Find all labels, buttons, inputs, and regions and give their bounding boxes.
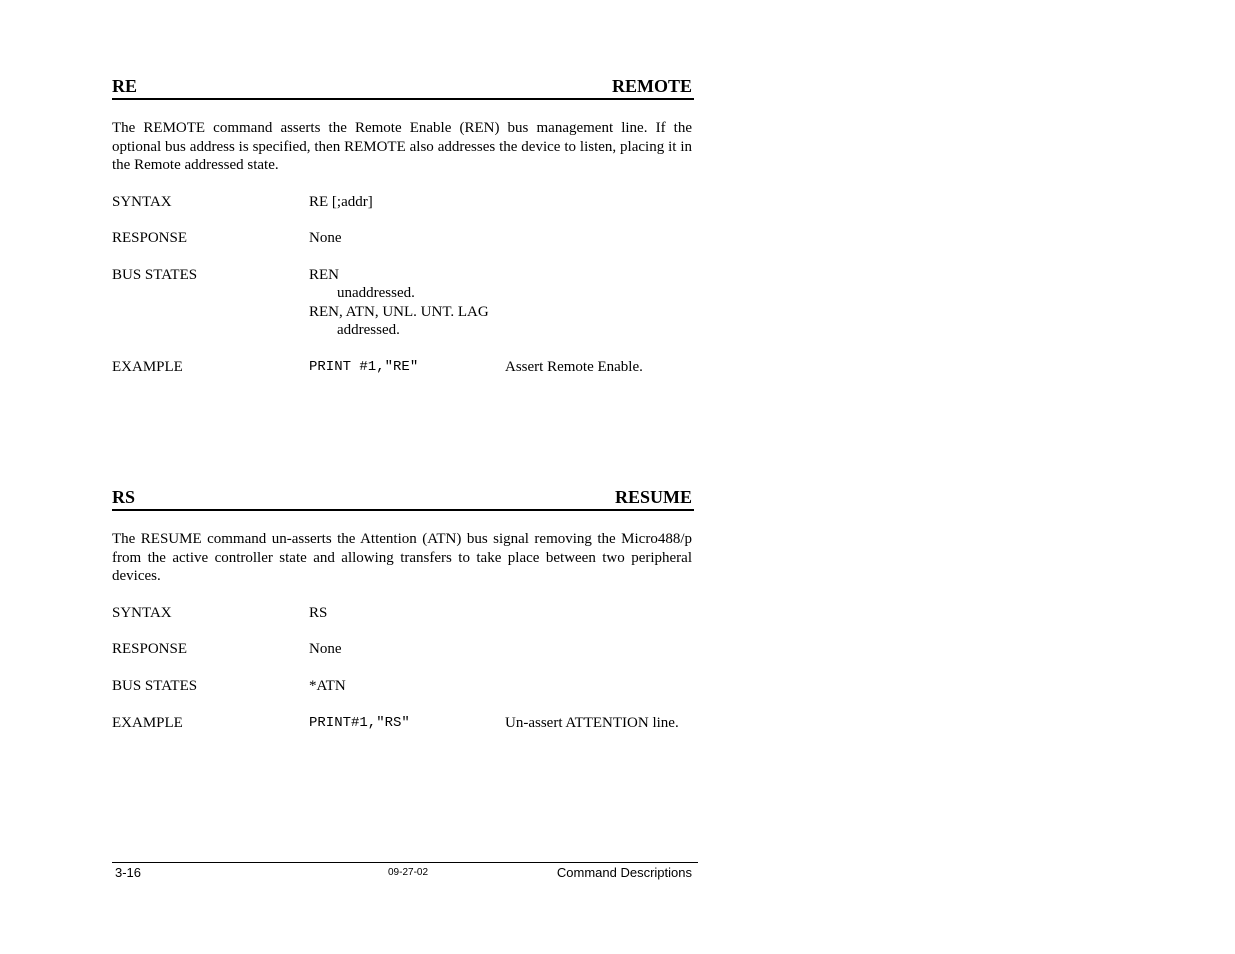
section-remote [112,76,694,378]
section-resume [112,487,694,734]
command-code: RS [112,487,136,507]
revision-date: 09-27-02 [388,867,429,878]
command-name: RESUME [614,487,692,507]
command-description: The REMOTE command asserts the Remote Enable (REN) bus management line. If the optional bus address is specified, then REMOTE also addresses the device to listen, placing it in the Remote addressed state. [112,120,692,173]
bus-states-value [309,266,489,340]
bus-states-row [112,677,694,714]
example-comment: Un-assert ATTENTION line. [505,714,679,731]
command-description: The RESUME command un-asserts the Attention (ATN) bus signal removing the Micro488/p from the active controller state and allowing transfers to take place between two peripheral devices. [112,531,692,584]
example-row [112,358,694,378]
bus-states-label: BUS STATES [112,266,198,283]
bus-state-line: addressed. [337,322,400,338]
page-footer [112,862,698,883]
example-row [112,714,694,734]
bus-state-line: REN [309,266,339,283]
section-header [112,76,694,100]
syntax-row [112,193,694,229]
syntax-value: RE [;addr] [309,193,373,210]
section-header [112,487,694,511]
bus-states-value [309,677,346,696]
example-label: EXAMPLE [112,714,183,731]
bus-state-line: REN, ATN, UNL. UNT. LAG [309,303,489,320]
command-code: RE [112,76,138,96]
example-code: PRINT#1,"RS" [309,714,410,731]
response-label: RESPONSE [112,640,188,657]
response-label: RESPONSE [112,229,188,246]
page-number: 3-16 [115,865,142,880]
bus-state-line: unaddressed. [337,285,415,301]
response-value: None [309,229,342,246]
response-value: None [309,640,342,657]
chapter-title: Command Descriptions [556,865,692,880]
command-name: REMOTE [611,76,692,96]
syntax-value: RS [309,604,328,621]
example-comment: Assert Remote Enable. [505,358,643,375]
example-code: PRINT #1,"RE" [309,358,419,375]
syntax-label: SYNTAX [112,193,172,210]
syntax-row [112,604,694,640]
bus-state-line: *ATN [309,677,346,694]
example-label: EXAMPLE [112,358,183,375]
syntax-label: SYNTAX [112,604,172,621]
bus-states-label: BUS STATES [112,677,198,694]
response-row [112,229,694,266]
response-row [112,640,694,677]
bus-states-row [112,266,694,358]
